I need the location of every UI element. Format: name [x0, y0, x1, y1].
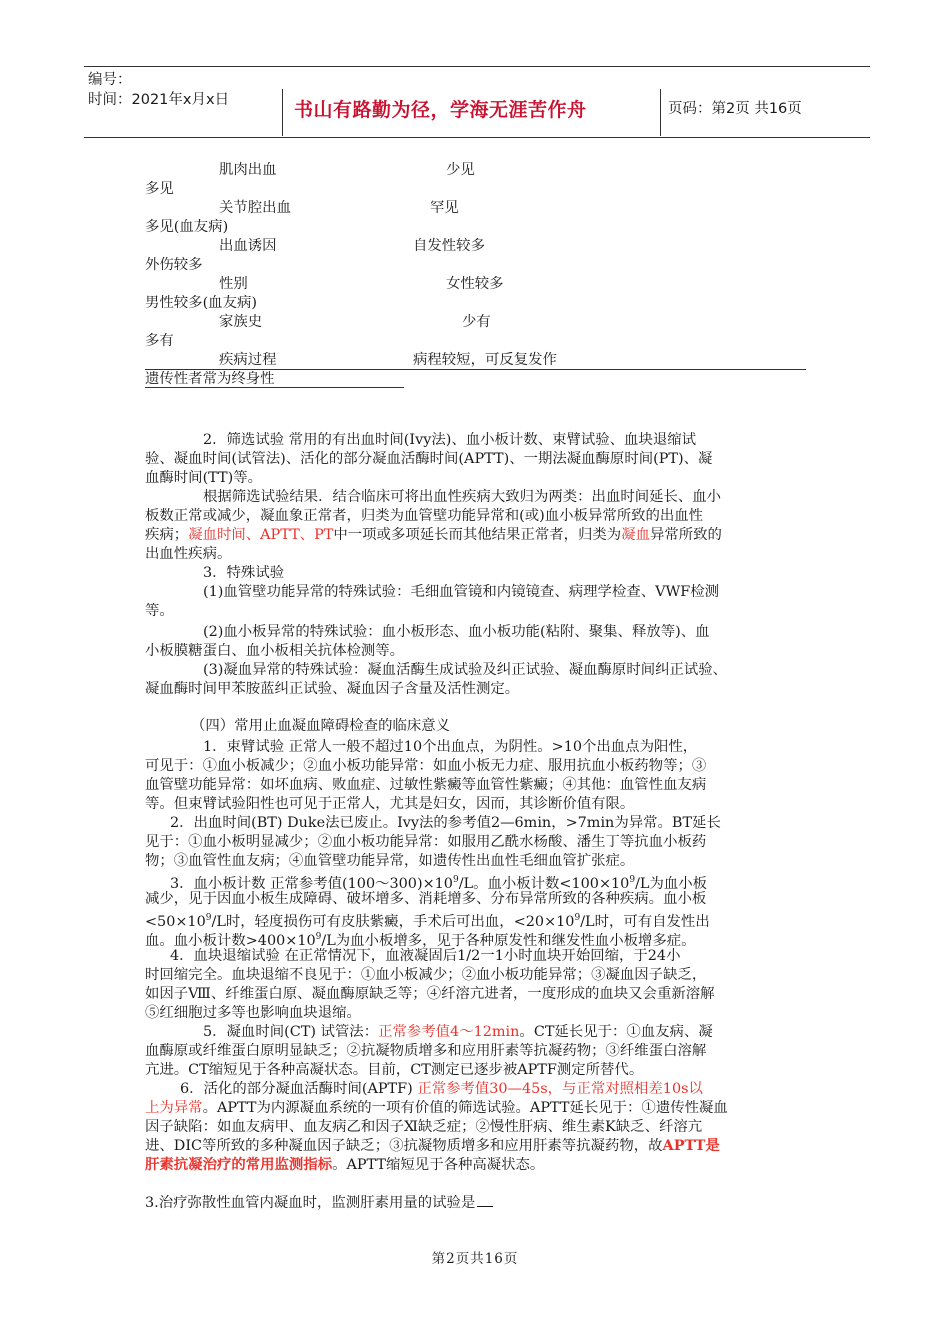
question-line: 3.治疗弥散性血管内凝血时，监测肝素用量的试验是: [145, 1193, 493, 1213]
header-page-number: 页码：第2页 共16页: [668, 101, 802, 117]
paragraph-line: 肝素抗凝治疗的常用监测指标。APTT缩短见于各种高凝状态。: [145, 1156, 545, 1173]
section-heading: 3．特殊试验: [203, 565, 285, 581]
paragraph-line: 6．活化的部分凝血活酶时间(APTF) 正常参考值30—45s，与正常对照相差10s以: [180, 1081, 703, 1097]
header-divider-right: [660, 89, 661, 136]
paragraph-line: 物；③血管性血友病；④血管壁功能异常，如遗传性出血性毛细血管扩张症。: [145, 853, 635, 869]
paragraph-line: 板数正常或减少，凝血象正常者，归类为血管壁功能异常和(或)血小板异常所致的出血性: [145, 508, 704, 524]
highlight-text: 正常参考值30—45s，与正常对照相差10s以: [417, 1081, 703, 1097]
document-number-label: 编号：: [88, 72, 132, 88]
header-motto: 书山有路勤为径，学海无涯苦作舟: [294, 99, 587, 121]
superscript: 9: [629, 875, 636, 885]
paragraph-line: 进、DIC等所致的多种凝血因子缺乏；③抗凝物质增多和应用肝素等抗凝药物，故APTT是: [145, 1137, 720, 1154]
paragraph-line: 血。血小板计数$>400\times 10^9/L$为血小板增多，见于各种原发性和继发性血小板增多症。: [145, 932, 696, 949]
paragraph-line: 如因子Ⅷ、纤维蛋白原、凝血酶原缺乏等；④纤溶亢进者，一度形成的血块又会重新溶解: [145, 986, 715, 1002]
table-cell: 少有: [462, 314, 491, 330]
table-row-label: 肌肉出血: [219, 162, 277, 178]
paragraph-line: 见于：①血小板明显减少；②血小板功能异常：如服用乙酰水杨酸、潘生丁等抗血小板药: [145, 834, 707, 850]
paragraph-line: 亢进。CT缩短见于各种高凝状态。目前，CT测定已逐步被APTF测定所替代。: [145, 1062, 644, 1078]
highlight-text: 上为异常: [145, 1100, 203, 1116]
highlight-text: 凝血: [621, 527, 650, 543]
table-row-label: 出血诱因: [219, 238, 277, 254]
table-cell: 多有: [145, 333, 174, 349]
paragraph-line: (3)凝血异常的特殊试验：凝血活酶生成试验及纠正试验、凝血酶原时间纠正试验、: [203, 662, 728, 678]
table-cell: 罕见: [430, 200, 459, 216]
paragraph-line: 2．筛选试验 常用的有出血时间(Ivy法)、血小板计数、束臂试验、血块退缩试: [203, 432, 697, 448]
paragraph-line: 可见于：①血小板减少；②血小板功能异常：如血小板无力症、服用抗血小板药物等；③: [145, 758, 707, 774]
paragraph-line: 减少，见于因血小板生成障碍、破坏增多、消耗增多、分布异常所致的各种疾病。血小板: [145, 891, 707, 907]
highlight-text: 凝血时间、APTT、PT: [188, 527, 334, 543]
paragraph-line: 等。但束臂试验阳性也可见于正常人，尤其是妇女，因而，其诊断价值有限。: [145, 796, 635, 812]
paragraph-line: 因子缺陷：如血友病甲、血友病乙和因子Ⅺ缺乏症；②慢性肝病、维生素K缺乏、纤溶亢: [145, 1119, 703, 1135]
paragraph-line: 小板膜糖蛋白、血小板相关抗体检测等。: [145, 643, 405, 659]
table-cell: 多见(血友病): [145, 219, 229, 235]
table-cell: 外伤较多: [145, 257, 203, 273]
paragraph-line: 等。: [145, 603, 174, 619]
paragraph-line: 时回缩完全。血块退缩不良见于：①血小板减少；②血小板功能异常；③凝血因子缺乏，: [145, 967, 707, 983]
paragraph-line: $<50\times 10^9/L$时，轻度损伤可有皮肤紫癜，手术后可出血，$<20\times 10^9/L$时，可有自发性出: [145, 913, 710, 930]
section-title: （四）常用止血凝血障碍检查的临床意义: [191, 718, 451, 734]
paragraph-line: (2)血小板异常的特殊试验：血小板形态、血小板功能(粘附、聚集、释放等)、血: [203, 624, 710, 640]
superscript: 9: [452, 875, 459, 885]
paragraph-line: 2．出血时间(BT) Duke法已废止。Ivy法的参考值2—6min，>7min为异常。BT延长: [170, 815, 721, 831]
paragraph-line: (1)血管壁功能异常的特殊试验：毛细血管镜和内镜镜查、病理学检查、VWF检测: [203, 584, 720, 600]
table-cell: 多见: [145, 181, 174, 197]
paragraph-line: 血酶原或纤维蛋白原明显缺乏；②抗凝物质增多和应用肝素等抗凝药物；③纤维蛋白溶解: [145, 1043, 707, 1059]
paragraph-line: 4．血块退缩试验 在正常情况下，血液凝固后1/2一1小时血块开始回缩，于24小: [170, 948, 681, 964]
table-rule: [145, 387, 404, 388]
paragraph-line: 5．凝血时间(CT) 试管法：正常参考值4～12min。CT延长见于：①血友病、凝: [203, 1024, 713, 1040]
document-time-label: 时间：2021年x月x日: [88, 92, 230, 108]
paragraph-line: 根据筛选试验结果．结合临床可将出血性疾病大致归为两类：出血时间延长、血小: [203, 489, 722, 505]
paragraph-line: 疾病；凝血时间、APTT、PT中一项或多项延长而其他结果正常者，归类为凝血异常所致的: [145, 527, 722, 543]
answer-blank: [477, 1198, 493, 1207]
paragraph-line: 验、凝血时间(试管法)、活化的部分凝血活酶时间(APTT)、一期法凝血酶原时间(PT)、凝: [145, 451, 713, 467]
header-meta: [88, 70, 229, 110]
table-cell: 女性较多: [446, 276, 504, 292]
paragraph-line: ⑤红细胞过多等也影响血块退缩。: [145, 1005, 361, 1021]
highlight-text: 肝素抗凝治疗的常用监测指标: [145, 1156, 333, 1173]
table-row-label: 性别: [219, 276, 248, 292]
paragraph-line: 上为异常。APTT为内源凝血系统的一项有价值的筛选试验。APTT延长见于：①遗传性凝血: [145, 1100, 728, 1116]
highlight-text: APTT是: [662, 1137, 720, 1154]
superscript: 9: [315, 932, 322, 942]
page-header: [84, 66, 870, 138]
highlight-text: 正常参考值4～12min: [378, 1024, 520, 1040]
paragraph-line: 出血性疾病。: [145, 546, 232, 562]
paragraph-line: 血酶时间(TT)等。: [145, 470, 263, 486]
page-footer: 第2页共16页: [431, 1251, 519, 1267]
table-cell: 男性较多(血友病): [145, 295, 257, 311]
table-cell: 自发性较多: [413, 238, 485, 254]
superscript: 9: [574, 913, 581, 923]
table-cell: 遗传性者常为终身性: [145, 371, 275, 387]
table-cell: 少见: [446, 162, 475, 178]
table-cell: 病程较短，可反复发作: [413, 352, 557, 368]
table-row-label: 疾病过程: [219, 352, 277, 368]
table-row-label: 关节腔出血: [219, 200, 291, 216]
paragraph-line: 血管壁功能异常：如坏血病、败血症、过敏性紫癜等血管性紫癜；④其他：血管性血友病: [145, 777, 707, 793]
superscript: 9: [205, 913, 212, 923]
header-divider-left: [282, 89, 283, 136]
paragraph-line: 1．束臂试验 正常人一般不超过10个出血点，为阴性。>10个出血点为阳性，: [203, 739, 698, 755]
table-row-label: 家族史: [219, 314, 263, 330]
paragraph-line: 凝血酶时间甲苯胺蓝纠正试验、凝血因子含量及活性测定。: [145, 681, 520, 697]
paragraph-line: 3．血小板计数 正常参考值$(100\sim 300)\times 10^9/L$。血小板计数$<100\times 10^9/L$为血小板: [170, 875, 708, 892]
